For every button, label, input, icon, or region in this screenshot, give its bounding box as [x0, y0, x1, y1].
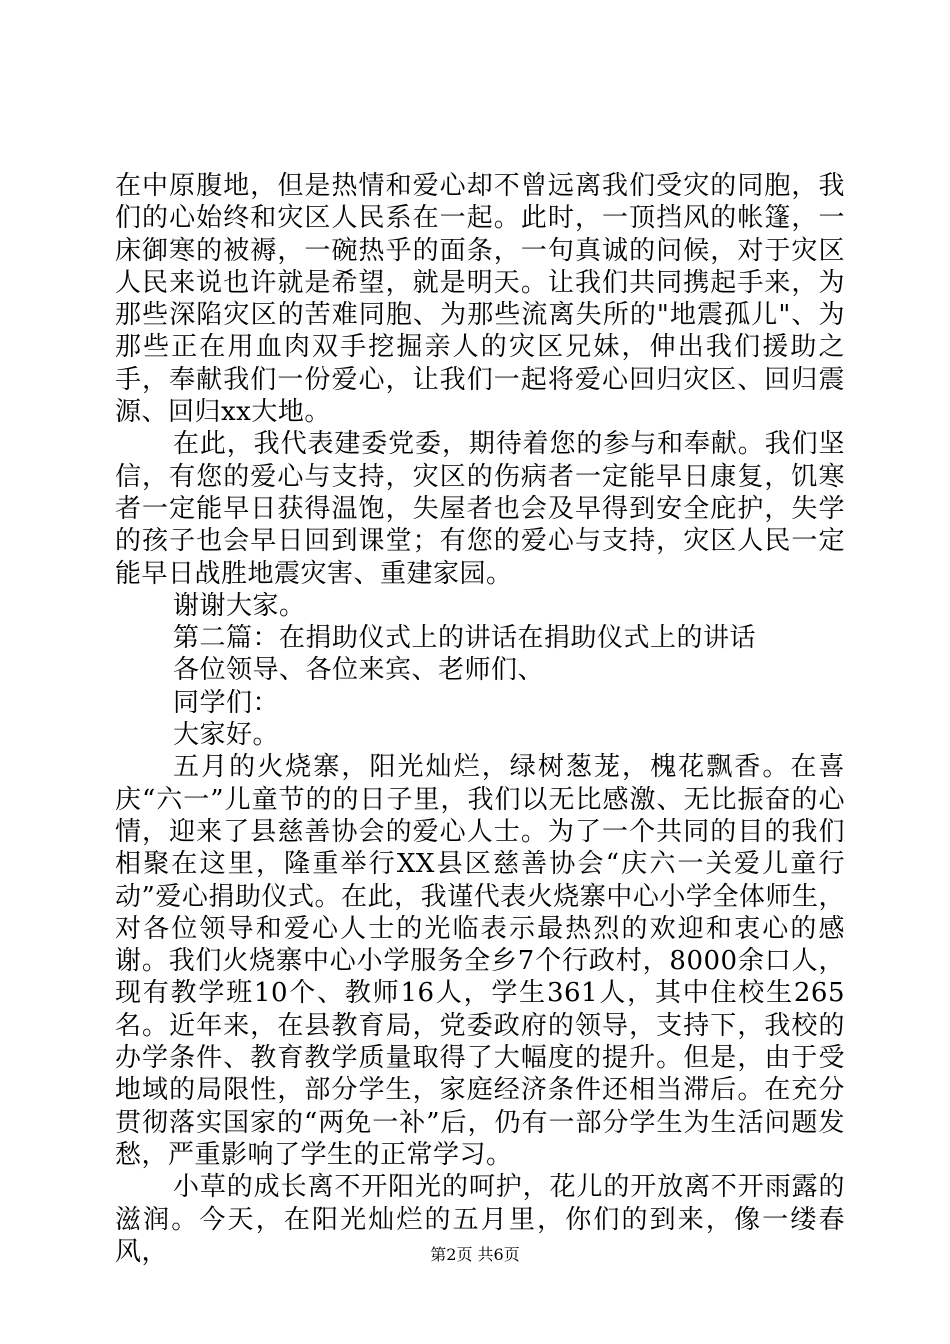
greeting: 大家好。 — [173, 720, 280, 751]
paragraph-party-committee: 在此，我代表建委党委，期待着您的参与和奉献。我们坚信，有您的爱心与支持，灾区的伤病者一定能早日康复，饥寒者一定能早日获得温饱，失屋者也会及早得到安全庇护，失学的孩子也会早日回到课堂；有您的爱心与支持，灾区人民一定能早日战胜地震灾害、重建家园。 — [115, 429, 845, 589]
section-heading-second: 第二篇：在捐助仪式上的讲话在捐助仪式上的讲话 — [173, 623, 757, 654]
document-body — [115, 170, 845, 1268]
paragraph-ceremony: 五月的火烧寨，阳光灿烂，绿树葱茏，槐花飘香。在喜庆“六一”儿童节的的日子里，我们以无比感激、无比振奋的心情，迎来了县慈善协会的爱心人士。为了一个共同的目的我们相聚在这里，隆重举行XX县区慈善协会“庆六一关爱儿童行动”爱心捐助仪式。在此，我谨代表火烧寨中心小学全体师生，对各位领导和爱心人士的光临表示最热烈的欢迎和衷心的感谢。我们火烧寨中心小学服务全乡7个行政村，8000余口人，现有教学班10个、教师16人，学生361人，其中住校生265名。近年来，在县教育局，党委政府的领导，支持下，我校的办学条件、教育教学质量取得了大幅度的提升。但是，由于受地域的局限性，部分学生，家庭经济条件还相当滞后。在充分贯彻落实国家的“两免一补”后，仍有一部分学生为生活问题发愁，严重影响了学生的正常学习。 — [115, 752, 845, 1170]
page-number-footer: 第2页 共6页 — [430, 1245, 520, 1264]
paragraph-relief-appeal: 在中原腹地，但是热情和爱心却不曾远离我们受灾的同胞，我们的心始终和灾区人民系在一起。此时，一顶挡风的帐篷，一床御寒的被褥，一碗热乎的面条，一句真诚的问候，对于灾区人民来说也许就是希望，就是明天。让我们共同携起手来，为那些深陷灾区的苦难同胞、为那些流离失所的"地震孤儿"、为那些正在用血肉双手挖掘亲人的灾区兄妹，伸出我们援助之手，奉献我们一份爱心，让我们一起将爱心回归灾区、回归震源、回归xx大地。 — [115, 171, 845, 428]
salutation-leaders: 各位领导、各位来宾、老师们、 — [173, 655, 545, 686]
salutation-students: 同学们： — [173, 687, 280, 718]
paragraph-thanks: 谢谢大家。 — [173, 590, 306, 621]
paragraph-closing: 小草的成长离不开阳光的呵护，花儿的开放离不开雨露的滋润。今天，在阳光灿烂的五月里，你们的到来，像一缕春风， — [115, 1172, 845, 1267]
